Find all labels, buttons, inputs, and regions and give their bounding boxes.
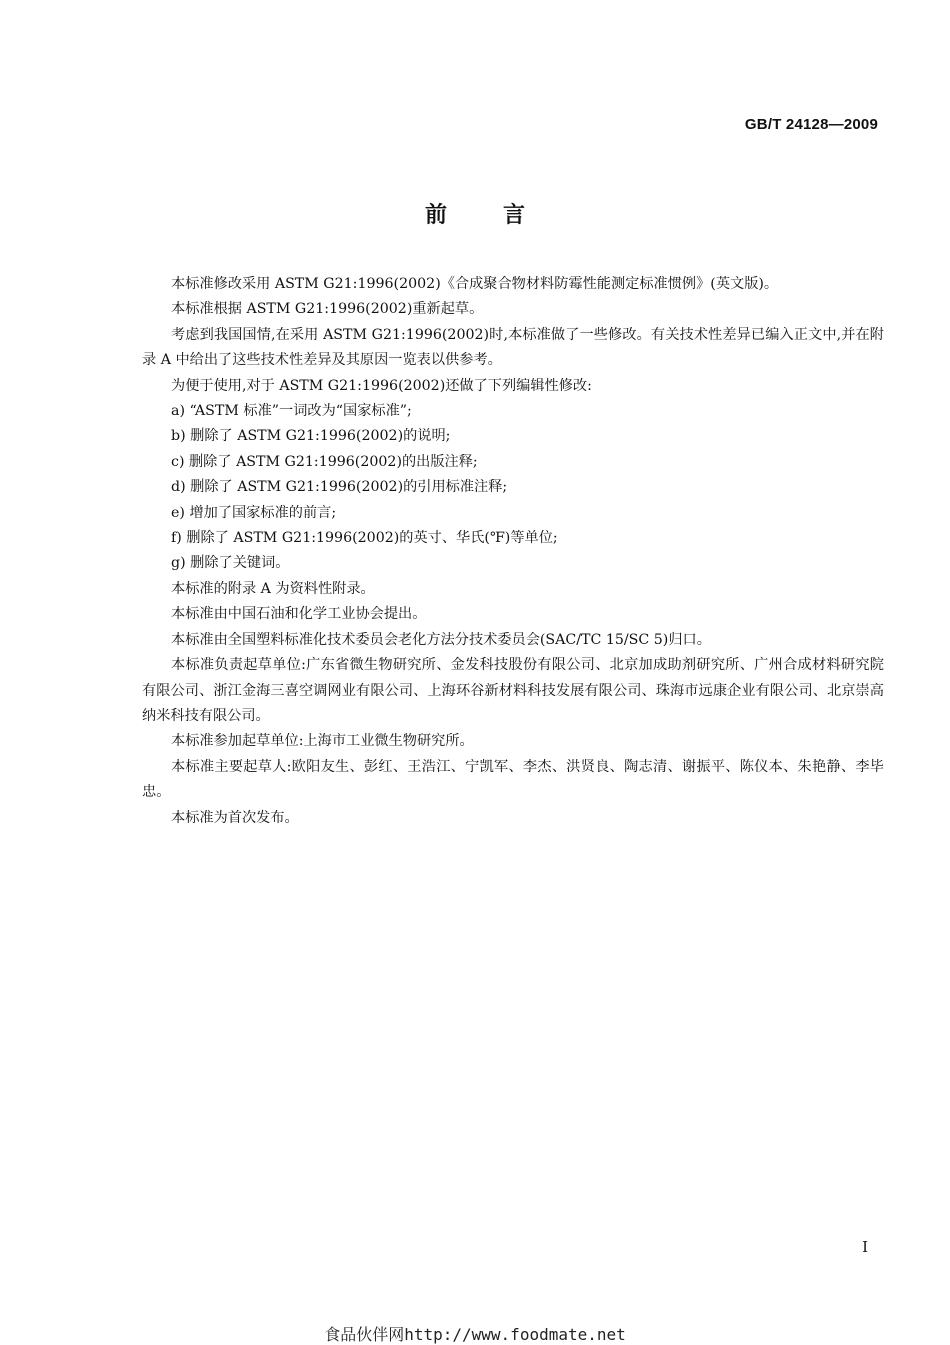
paragraph-responsible-units: 本标准负责起草单位:广东省微生物研究所、金发科技股份有限公司、北京加成助剂研究所、广州合成材料研究院有限公司、浙江金海三喜空调网业有限公司、上海环谷新材料科技发展有限公司、珠海市远康企业有限公司、北京崇高纳米科技有限公司。	[142, 657, 884, 724]
paragraph-proposer: 本标准由中国石油和化学工业协会提出。	[171, 606, 427, 623]
list-item-b: b) 删除了 ASTM G21:1996(2002)的说明;	[171, 428, 451, 445]
list-item-f: f) 删除了 ASTM G21:1996(2002)的英寸、华氏(℉)等单位;	[171, 530, 558, 547]
paragraph-adoption: 本标准修改采用 ASTM G21:1996(2002)《合成聚合物材料防霉性能测定标准惯例》(英文版)。	[171, 276, 779, 292]
paragraph-drafters: 本标准主要起草人:欧阳友生、彭红、王浩江、宁凯军、李杰、洪贤良、陶志清、谢振平、陈仪本、朱艳静、李毕忠。	[142, 758, 884, 801]
paragraph-participating-units: 本标准参加起草单位:上海市工业微生物研究所。	[171, 733, 474, 750]
paragraph-first-release: 本标准为首次发布。	[171, 809, 299, 826]
paragraph-committee: 本标准由全国塑料标准化技术委员会老化方法分技术委员会(SAC/TC 15/SC 5)归口。	[171, 631, 711, 648]
standard-number: GB/T 24128—2009	[744, 116, 878, 133]
page-number: I	[862, 1238, 868, 1256]
list-item-a: a) “ASTM 标准”一词改为“国家标准”;	[171, 403, 412, 420]
paragraph-editorial-intro: 为便于使用,对于 ASTM G21:1996(2002)还做了下列编辑性修改:	[171, 377, 592, 394]
list-item-d: d) 删除了 ASTM G21:1996(2002)的引用标准注释;	[171, 479, 508, 496]
paragraph-annex: 本标准的附录 A 为资料性附录。	[171, 580, 375, 597]
preface-body	[142, 272, 884, 831]
paragraph-drafting-basis: 本标准根据 ASTM G21:1996(2002)重新起草。	[171, 301, 484, 318]
paragraph-modifications: 考虑到我国国情,在采用 ASTM G21:1996(2002)时,本标准做了一些修改。有关技术性差异已编入正文中,并在附录 A 中给出了这些技术性差异及其原因一览表以供参考。	[142, 326, 884, 369]
footer-watermark: 食品伙伴网http://www.foodmate.net	[324, 1325, 626, 1344]
page-title: 前言	[424, 203, 581, 228]
list-item-c: c) 删除了 ASTM G21:1996(2002)的出版注释;	[171, 453, 478, 470]
list-item-e: e) 增加了国家标准的前言;	[171, 504, 337, 521]
list-item-g: g) 删除了关键词。	[171, 555, 290, 572]
